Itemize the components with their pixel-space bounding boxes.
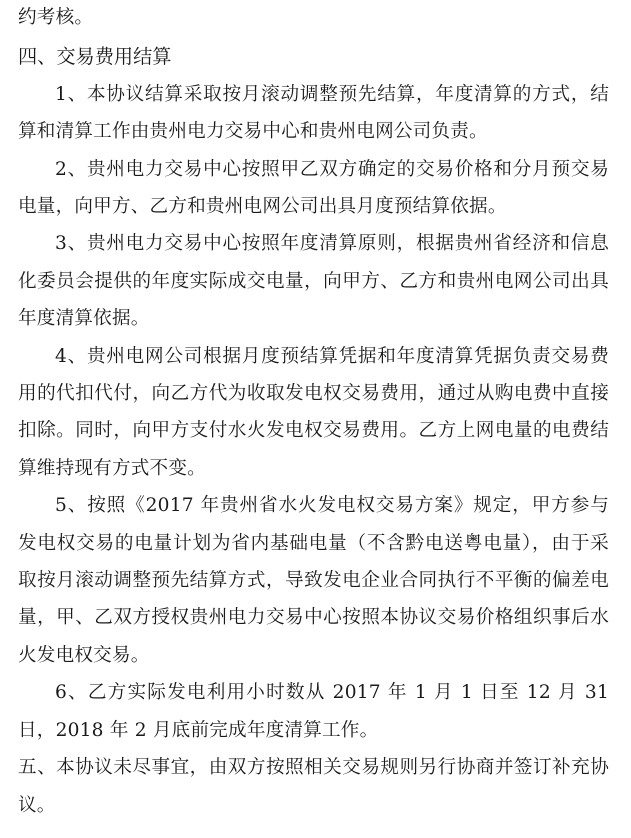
clause-paragraph-2: 2、贵州电力交易中心按照甲乙双方确定的交易价格和分月预交易电量，向甲方、乙方和贵州电网公司出具月度预结算依据。 xyxy=(18,158,609,218)
clause-paragraph-5: 5、按照《2017 年贵州省水火发电权交易方案》规定，甲方参与发电权交易的电量计划为省内基础电量（不含黔电送粤电量），由于采取按月滚动调整预先结算方式，导致发电企业合同执行不平衡的偏差电量，甲、乙双方授权贵州电力交易中心按照本协议交易价格组织事后水火发电权交易。 xyxy=(18,495,609,666)
section-heading: 四、交易费用结算 xyxy=(18,44,172,68)
clause-paragraph-1: 1、本协议结算采取按月滚动调整预先结算，年度清算的方式，结算和清算工作由贵州电力交易中心和贵州电网公司负责。 xyxy=(18,83,609,143)
clause-paragraph-4: 4、贵州电网公司根据月度预结算凭据和年度清算凭据负责交易费用的代扣代付，向乙方代为收取发电权交易费用，通过从购电费中直接扣除。同时，向甲方支付水火发电权交易费用。乙方上网电量的电费结算维持现有方式不变。 xyxy=(18,345,609,479)
clause-paragraph-6: 6、乙方实际发电利用小时数从 2017 年 1 月 1 日至 12 月 31 日，2018 年 2 月底前完成年度清算工作。 xyxy=(18,682,609,741)
continuation-line: 约考核。 xyxy=(18,7,94,28)
clause-paragraph-3: 3、贵州电力交易中心按照年度清算原则，根据贵州省经济和信息化委员会提供的年度实际成交电量，向甲方、乙方和贵州电网公司出具年度清算依据。 xyxy=(18,233,609,330)
final-section-paragraph: 五、本协议未尽事宜，由双方按照相关交易规则另行协商并签订补充协议。 xyxy=(18,757,609,816)
